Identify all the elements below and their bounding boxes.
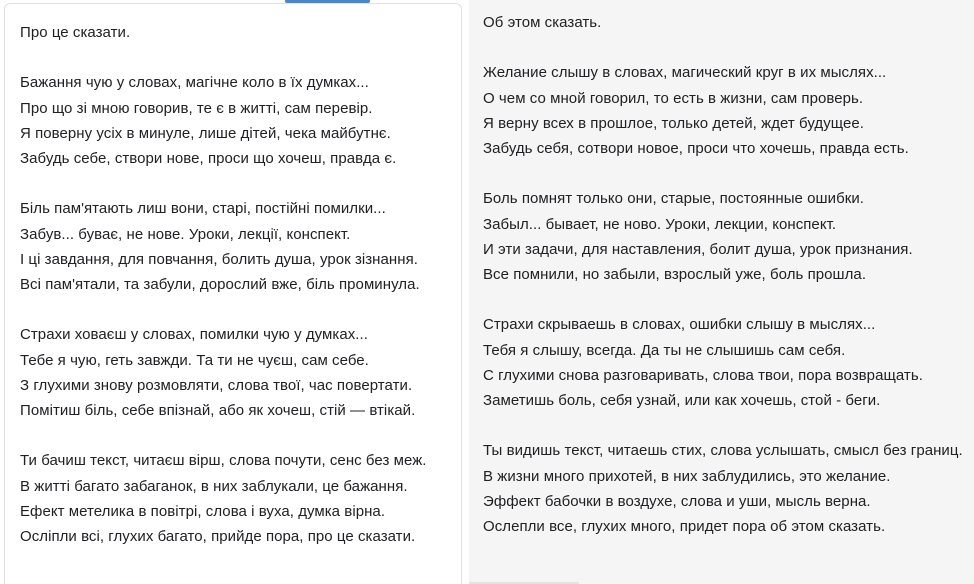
source-line: Біль пам'ятають лиш вони, старі, постійні помилки...	[20, 200, 386, 218]
source-text[interactable]	[20, 20, 457, 549]
translation-line: Забыл... бывает, не ново. Уроки, лекции, конспект.	[483, 215, 837, 233]
source-line: З глухими знову розмовляти, слова твої, час повертати.	[20, 376, 413, 394]
translation-line: Эффект бабочки в воздухе, слова и уши, мысль верна.	[483, 492, 871, 510]
translation-line: Боль помнят только они, старые, постоянные ошибки.	[483, 190, 864, 208]
source-line: Забудь себе, створи нове, проси що хочеш, правда є.	[20, 150, 397, 167]
source-line: Всі пам'ятали, та забули, дорослий вже, біль проминула.	[20, 276, 420, 293]
source-line: Забув... буває, не нове. Уроки, лекції, конспект.	[20, 225, 351, 243]
translation-line: Страхи скрываешь в словах, ошибки слышу в мыслях...	[483, 316, 876, 334]
source-line: І ці завдання, для повчання, болить душа, урок зізнання.	[20, 250, 418, 268]
source-line: Ти бачиш текст, читаєш вірш, слова почути, сенс без меж.	[20, 452, 427, 470]
translation-line: Все помнили, но забыли, взрослый уже, боль прошла.	[483, 266, 867, 283]
translation-line: В жизни много прихотей, в них заблудились, это желание.	[483, 467, 891, 485]
translation-line: О чем со мной говорил, то есть в жизни, сам проверь.	[483, 89, 864, 107]
source-text-pane[interactable]	[4, 3, 462, 584]
translation-text	[483, 10, 972, 539]
translation-title: Об этом сказать.	[483, 14, 602, 31]
source-line: Я поверну усіх в минуле, лише дітей, чека майбутнє.	[20, 124, 391, 142]
source-line: В житті багато забаганок, в них заблукали, це бажання.	[20, 477, 408, 495]
source-line: Про що зі мною говорив, те є в житті, сам перевір.	[20, 99, 373, 117]
source-line: Страхи ховаєш у словах, помилки чую у думках...	[20, 326, 368, 344]
translation-line: Я верну всех в прошлое, только детей, ждет будущее.	[483, 114, 864, 132]
source-line: Помітиш біль, себе впізнай, або як хочеш, стій — втікай.	[20, 402, 416, 419]
translation-line: Забудь себя, сотвори новое, проси что хочешь, правда есть.	[483, 140, 909, 157]
source-line: Тебе я чую, геть завжди. Та ти не чуєш, сам себе.	[20, 351, 369, 369]
translation-line: Заметишь боль, себя узнай, или как хочешь, стой - беги.	[483, 392, 881, 409]
translation-line: И эти задачи, для наставления, болит душа, урок признания.	[483, 240, 913, 258]
source-line: Бажання чую у словах, магічне коло в їх думках...	[20, 74, 369, 92]
translation-line: Желание слышу в словах, магический круг в их мыслях...	[483, 64, 887, 82]
translation-line: Ты видишь текст, читаешь стих, слова услышать, смысл без границ.	[483, 442, 963, 460]
translation-line: Ослепли все, глухих много, придет пора об этом сказать.	[483, 518, 886, 535]
source-title: Про це сказати.	[20, 24, 131, 41]
source-line: Ефект метелика в повітрі, слова і вуха, думка вірна.	[20, 502, 386, 520]
source-line: Осліпли всі, глухих багато, прийде пора, про це сказати.	[20, 528, 416, 545]
translation-pane	[469, 0, 974, 584]
translation-line: С глухими снова разговаривать, слова твои, пора возвращать.	[483, 366, 923, 384]
translation-line: Тебя я слышу, всегда. Да ты не слышишь сам себя.	[483, 341, 846, 359]
